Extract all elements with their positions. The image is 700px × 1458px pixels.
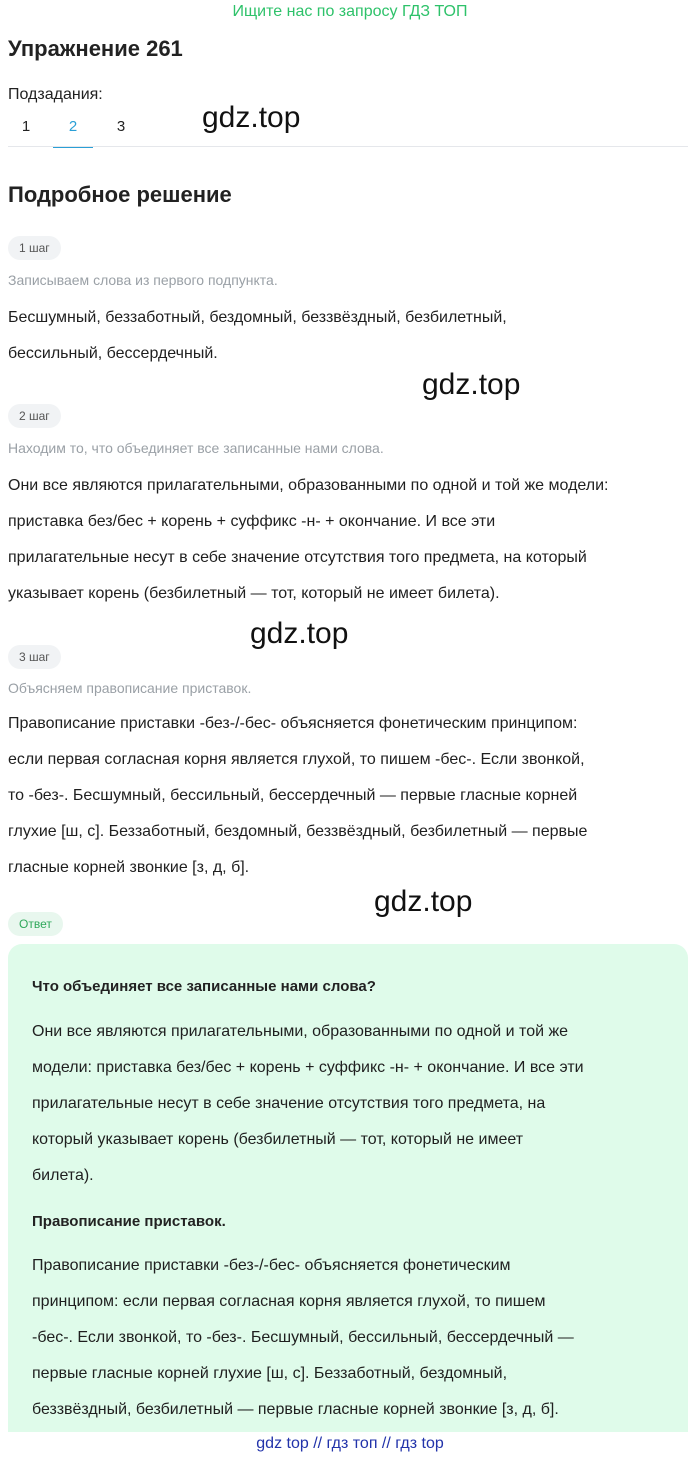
step-1-text: [8, 300, 698, 372]
text-line: Бесшумный, беззаботный, бездомный, беззвёздный, безбилетный,: [8, 309, 507, 326]
text-line: принципом: если первая согласная корня является глухой, то пишем: [32, 1293, 546, 1310]
tab-subtask-2[interactable]: 2: [53, 116, 93, 148]
step-1-hint: Записываем слова из первого подпункта.: [8, 272, 278, 288]
text-line: глухие [ш, с]. Беззаботный, бездомный, беззвёздный, безбилетный — первые: [8, 823, 588, 840]
answer-text-2: [32, 1248, 672, 1428]
answer-question-2: Правописание приставок.: [32, 1213, 226, 1230]
footer-links[interactable]: gdz top // гдз топ // гдз top: [256, 1435, 444, 1452]
text-line: бессильный, бессердечный.: [8, 345, 218, 362]
text-line: первые гласные корней глухие [ш, с]. Беззаботный, бездомный,: [32, 1365, 508, 1382]
step-3-hint: Объясняем правописание приставок.: [8, 680, 252, 696]
text-line: гласные корней звонкие [з, д, б].: [8, 859, 250, 876]
text-line: Правописание приставки -без-/-бес- объясняется фонетическим: [32, 1257, 511, 1274]
answer-chip: Ответ: [8, 912, 63, 936]
watermark: gdz.top: [250, 617, 349, 650]
page-title: Упражнение 261: [8, 36, 183, 61]
text-line: Они все являются прилагательными, образованными по одной и той же: [32, 1023, 569, 1040]
section-title: Подробное решение: [8, 182, 232, 207]
text-line: приставка без/бес + корень + суффикс -н- + окончание. И все эти: [8, 513, 496, 530]
answer-question-1: Что объединяет все записанные нами слова?: [32, 978, 376, 995]
tab-subtask-3[interactable]: 3: [116, 118, 126, 135]
text-line: модели: приставка без/бес + корень + суффикс -н- + окончание. И все эти: [32, 1059, 584, 1076]
text-line: билета).: [32, 1167, 94, 1184]
step-2-hint: Находим то, что объединяет все записанные нами слова.: [8, 440, 384, 456]
subtasks-label: Подзадания:: [8, 86, 103, 103]
text-line: -бес-. Если звонкой, то -без-. Бесшумный, бессильный, бессердечный —: [32, 1329, 574, 1346]
step-2-chip: 2 шаг: [8, 404, 61, 428]
step-1-chip: 1 шаг: [8, 236, 61, 260]
tabs-divider: [8, 146, 688, 147]
tab-subtask-1[interactable]: 1: [21, 118, 31, 135]
watermark: gdz.top: [422, 368, 521, 401]
watermark: gdz.top: [202, 101, 301, 134]
text-line: беззвёздный, безбилетный — первые гласные корней звонкие [з, д, б].: [32, 1401, 559, 1418]
answer-text-1: [32, 1014, 672, 1194]
step-2-text: [8, 468, 698, 612]
text-line: прилагательные несут в себе значение отсутствия того предмета, на: [32, 1095, 546, 1112]
text-line: который указывает корень (безбилетный — тот, который не имеет: [32, 1131, 524, 1148]
text-line: Правописание приставки -без-/-бес- объясняется фонетическим принципом:: [8, 715, 578, 732]
text-line: Они все являются прилагательными, образованными по одной и той же модели:: [8, 477, 609, 494]
text-line: если первая согласная корня является глухой, то пишем -бес-. Если звонкой,: [8, 751, 585, 768]
top-banner[interactable]: Ищите нас по запросу ГДЗ ТОП: [232, 3, 468, 20]
text-line: то -без-. Бесшумный, бессильный, бессердечный — первые гласные корней: [8, 787, 578, 804]
step-3-chip: 3 шаг: [8, 645, 61, 669]
text-line: прилагательные несут в себе значение отсутствия того предмета, на который: [8, 549, 587, 566]
text-line: указывает корень (безбилетный — тот, который не имеет билета).: [8, 585, 500, 602]
watermark: gdz.top: [374, 885, 473, 918]
step-3-text: [8, 706, 698, 886]
